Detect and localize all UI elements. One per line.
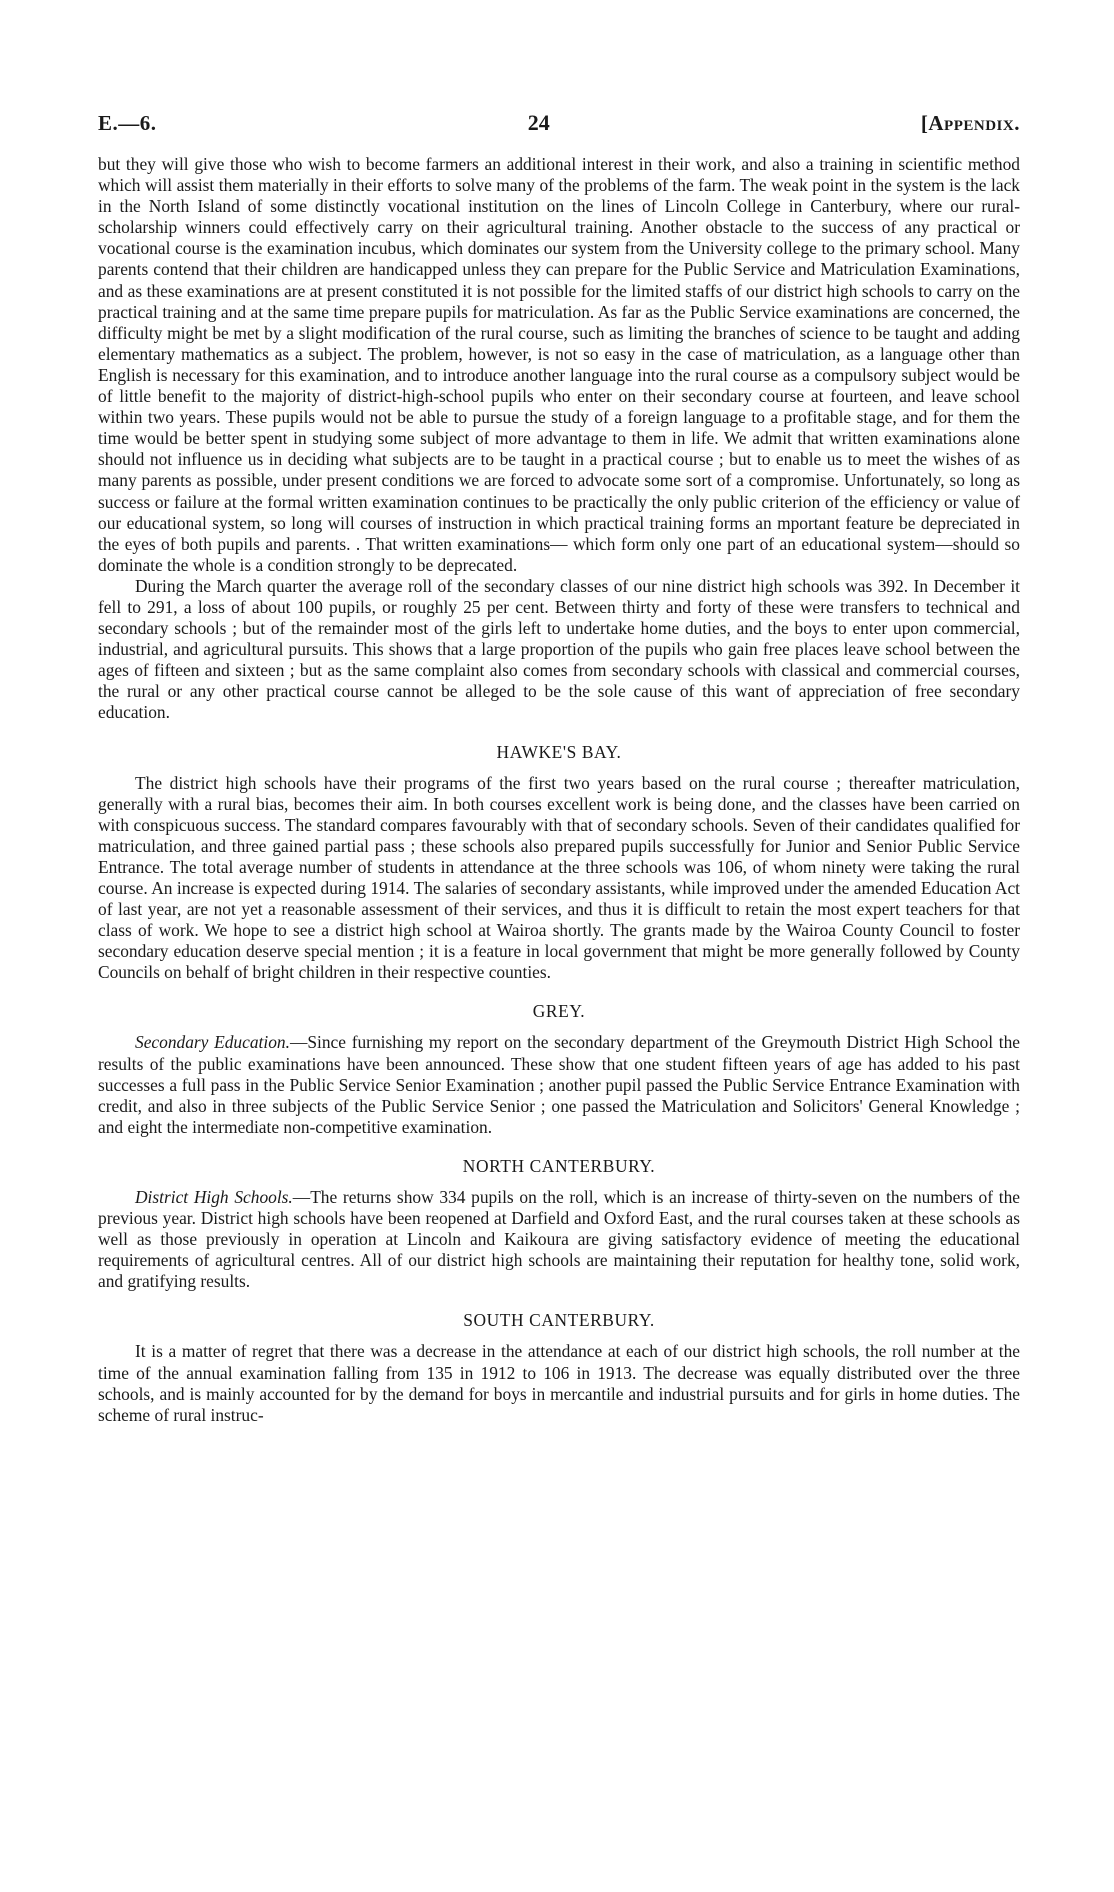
grey-paragraph-text: —Since furnishing my report on the secondary department of the Greymouth District High School the results of the public examinations have been announced. These show that one student fifteen years of age has added to his past successes a full pass in the Public Service Senior Examination ; another pupil passed the Public Service Entrance Examination with credit, and also in three subjects of the Public Service Senior ; one passed the Matriculation and Solicitors' General Knowledge ; and eight the intermediate non-competitive examination. (98, 1032, 1020, 1137)
north-canterbury-lead-title: District High Schools. (135, 1186, 293, 1207)
document-reference: E.—6. (98, 111, 157, 135)
appendix-label (921, 111, 1020, 136)
section-heading-north-canterbury: NORTH CANTERBURY. (462, 1155, 656, 1176)
north-canterbury-paragraph (98, 1187, 1020, 1292)
grey-lead-title: Secondary Education. (135, 1032, 290, 1053)
body-paragraph: but they will give those who wish to become farmers an additional interest in their work, and also a training in scientific method which will assist them materially in their efforts to solve many of the problems of the farm. The weak point in the system is the lack in the North Island of some distinctly vocational institution on the lines of Lincoln College in Canterbury, where our rural-scholarship winners could effectively carry on their agricultural training. Another obstacle to the success of any practical or vocational course is the examination incubus, which dominates our system from the University college to the primary school. Many parents contend that their children are handicapped unless they can prepare for the Public Service and Matriculation Examinations, and as these examinations are at present constituted it is not possible for the limited staffs of our district high schools to carry on the practical training and at the same time prepare pupils for matriculation. As far as the Public Service examinations are concerned, the difficulty might be met by a slight modification of the rural course, such as limiting the branches of science to be taught and adding elementary mathematics as a subject. The problem, however, is not so easy in the case of matriculation, as a language other than English is necessary for this examination, and to introduce another language into the rural course as a compulsory subject would be of little benefit to the majority of district-high-school pupils who enter on their secondary course at fourteen, and leave school within two years. These pupils would not be able to pursue the study of a foreign language to a profitable stage, and for them the time would be better spent in studying some subject of more advantage to them in life. We admit that written examinations alone should not influence us in deciding what subjects are to be taught in a practical course ; but to enable us to meet the wishes of as many parents as possible, under present conditions we are forced to advocate some sort of a compromise. Unfortunately, so long as success or failure at the formal written examination continues to be practically the only public criterion of the efficiency or value of our educational system, so long will courses of instruction in which practical training forms an mportant feature be depreciated in the eyes of both pupils and parents. . That written examinations— which form only one part of an educational system—should so dominate the whole is a condition strongly to be deprecated. (98, 154, 1020, 575)
grey-paragraph (98, 1032, 1020, 1137)
hawkes-bay-paragraph: The district high schools have their programs of the first two years based on the rural course ; thereafter matriculation, generally with a rural bias, becomes their aim. In both courses excellent work is being done, and the classes have been carried on with conspicuous success. The standard compares favourably with that of secondary schools. Seven of their candidates qualified for matriculation, and three gained partial pass ; these schools also prepared pupils successfully for Junior and Senior Public Service Entrance. The total average number of students in attendance at the three schools was 106, of whom ninety were taking the rural course. An increase is expected during 1914. The salaries of secondary assistants, while improved under the amended Education Act of last year, are not yet a reasonable assessment of their services, and thus it is difficult to retain the most expert teachers for that class of work. We hope to see a district high school at Wairoa shortly. The grants made by the Wairoa County Council to foster secondary education deserve special mention ; it is a feature in local government that might be more generally followed by County Councils on behalf of bright children in their respective counties. (98, 772, 1020, 983)
section-heading-hawkes-bay: HAWKE'S BAY. (496, 741, 622, 762)
appendix-bracket: [ (920, 111, 929, 135)
north-canterbury-paragraph-text: —The returns show 334 pupils on the roll, which is an increase of thirty-seven on the numbers of the previous year. District high schools have been reopened at Darfield and Oxford East, and the rural courses taken at these schools as well as those previously in operation at Lincoln and Kaikoura are giving satisfactory evidence of meeting the educational requirements of agricultural centres. All of our district high schools are maintaining their reputation for healthy tone, solid work, and gratifying results. (98, 1186, 1020, 1292)
page-number: 24 (527, 110, 550, 135)
section-heading-grey: GREY. (532, 1001, 586, 1022)
section-heading-south-canterbury: SOUTH CANTERBURY. (463, 1310, 655, 1331)
south-canterbury-paragraph: It is a matter of regret that there was a decrease in the attendance at each of our district high schools, the roll number at the time of the annual examination falling from 135 in 1912 to 106 in 1913. The decrease was equally distributed over the three schools, and is mainly accounted for by the demand for boys in mercantile and industrial pursuits and for girls in home duties. The scheme of rural instruc- (98, 1341, 1020, 1425)
body-paragraph: During the March quarter the average roll of the secondary classes of our nine district high schools was 392. In December it fell to 291, a loss of about 100 pupils, or roughly 25 per cent. Between thirty and forty of these were transfers to technical and secondary schools ; but of the remainder most of the girls left to undertake home duties, and the boys to enter upon commercial, industrial, and agricultural pursuits. This shows that a large proportion of the pupils who gain free places leave school between the ages of fifteen and sixteen ; but as the same complaint also comes from secondary schools with classical and commercial courses, the rural or any other practical course cannot be alleged to be the sole cause of this want of appreciation of free secondary education. (98, 575, 1020, 723)
document-page (98, 110, 1020, 1426)
page-header (98, 110, 1020, 136)
appendix-text: Appendix. (928, 111, 1020, 135)
